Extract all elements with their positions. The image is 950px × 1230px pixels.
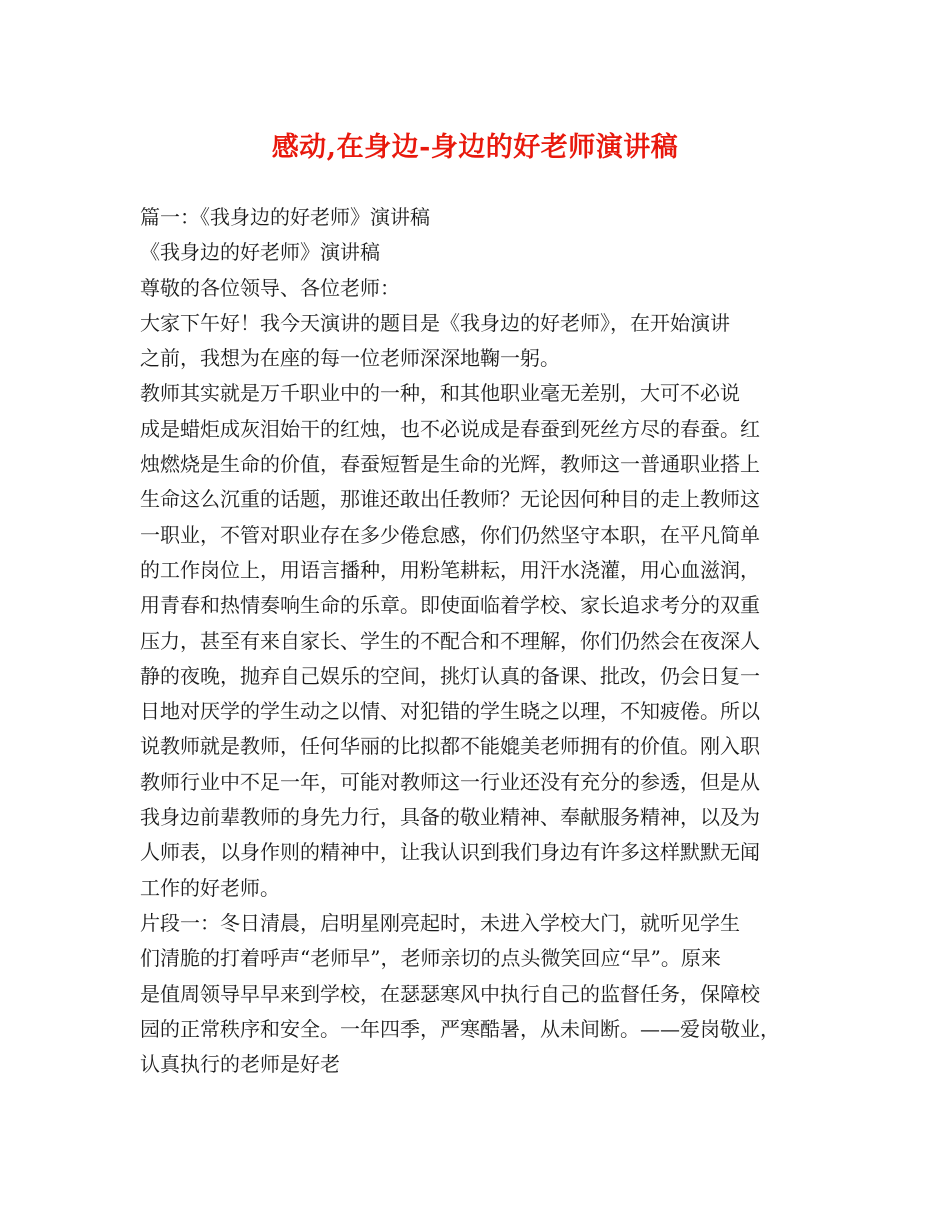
text-line: 大家下午好！我今天演讲的题目是《我身边的好老师》，在开始演讲 — [140, 310, 730, 335]
text-line: 一职业，不管对职业存在多少倦怠感，你们仍然坚守本职，在平凡简单 — [140, 522, 760, 547]
text-line: 园的正常秩序和安全。一年四季，严寒酷暑，从未间断。——爱岗敬业， — [140, 1016, 780, 1041]
text-line: 日地对厌学的学生动之以情、对犯错的学生晓之以理，不知疲倦。所以 — [140, 699, 760, 724]
text-line: 篇一：《我身边的好老师》演讲稿 — [140, 205, 430, 229]
text-line: 工作的好老师。 — [140, 875, 280, 900]
text-line: 们清脆的打着呼声“老师早”，老师亲切的点头微笑回应“早”。原来 — [140, 946, 721, 971]
text-line: 成是蜡炬成灰泪始干的红烛，也不必说成是春蚕到死丝方尽的春蚕。红 — [140, 416, 760, 441]
text-line: 说教师就是教师，任何华丽的比拟都不能媲美老师拥有的价值。刚入职 — [140, 734, 760, 759]
text-line: 片段一：冬日清晨，启明星刚亮起时，未进入学校大门，就听见学生 — [140, 910, 740, 935]
text-line: 烛燃烧是生命的价值，春蚕短暂是生命的光辉，教师这一普通职业搭上 — [140, 452, 760, 477]
text-line: 人师表，以身作则的精神中，让我认识到我们身边有许多这样默默无闻 — [140, 840, 760, 865]
text-line: 的工作岗位上，用语言播种，用粉笔耕耘，用汗水浇灌，用心血滋润， — [140, 557, 760, 582]
text-line: 之前，我想为在座的每一位老师深深地鞠一躬。 — [140, 346, 560, 371]
text-line: 生命这么沉重的话题，那谁还敢出任教师？无论因何种目的走上教师这 — [140, 487, 760, 512]
text-line: 静的夜晚，抛弃自己娱乐的空间，挑灯认真的备课、批改，仍会日复一 — [140, 663, 760, 688]
text-line: 认真执行的老师是好老 — [140, 1052, 340, 1077]
text-line: 用青春和热情奏响生命的乐章。即使面临着学校、家长追求考分的双重 — [140, 593, 760, 618]
document-title: 感动,在身边-身边的好老师演讲稿 — [271, 132, 679, 163]
text-line: 《我身边的好老师》演讲稿 — [140, 240, 380, 265]
text-line: 教师其实就是万千职业中的一种，和其他职业毫无差别，大可不必说 — [140, 381, 740, 406]
text-line: 压力，甚至有来自家长、学生的不配合和不理解，你们仍然会在夜深人 — [140, 628, 760, 653]
text-line: 是值周领导早早来到学校，在瑟瑟寒风中执行自己的监督任务，保障校 — [140, 981, 760, 1006]
text-line: 教师行业中不足一年，可能对教师这一行业还没有充分的参透，但是从 — [140, 769, 760, 794]
text-line: 尊敬的各位领导、各位老师： — [140, 275, 400, 300]
document-body — [140, 200, 820, 1082]
text-line: 我身边前辈教师的身先力行，具备的敬业精神、奉献服务精神，以及为 — [140, 805, 760, 830]
